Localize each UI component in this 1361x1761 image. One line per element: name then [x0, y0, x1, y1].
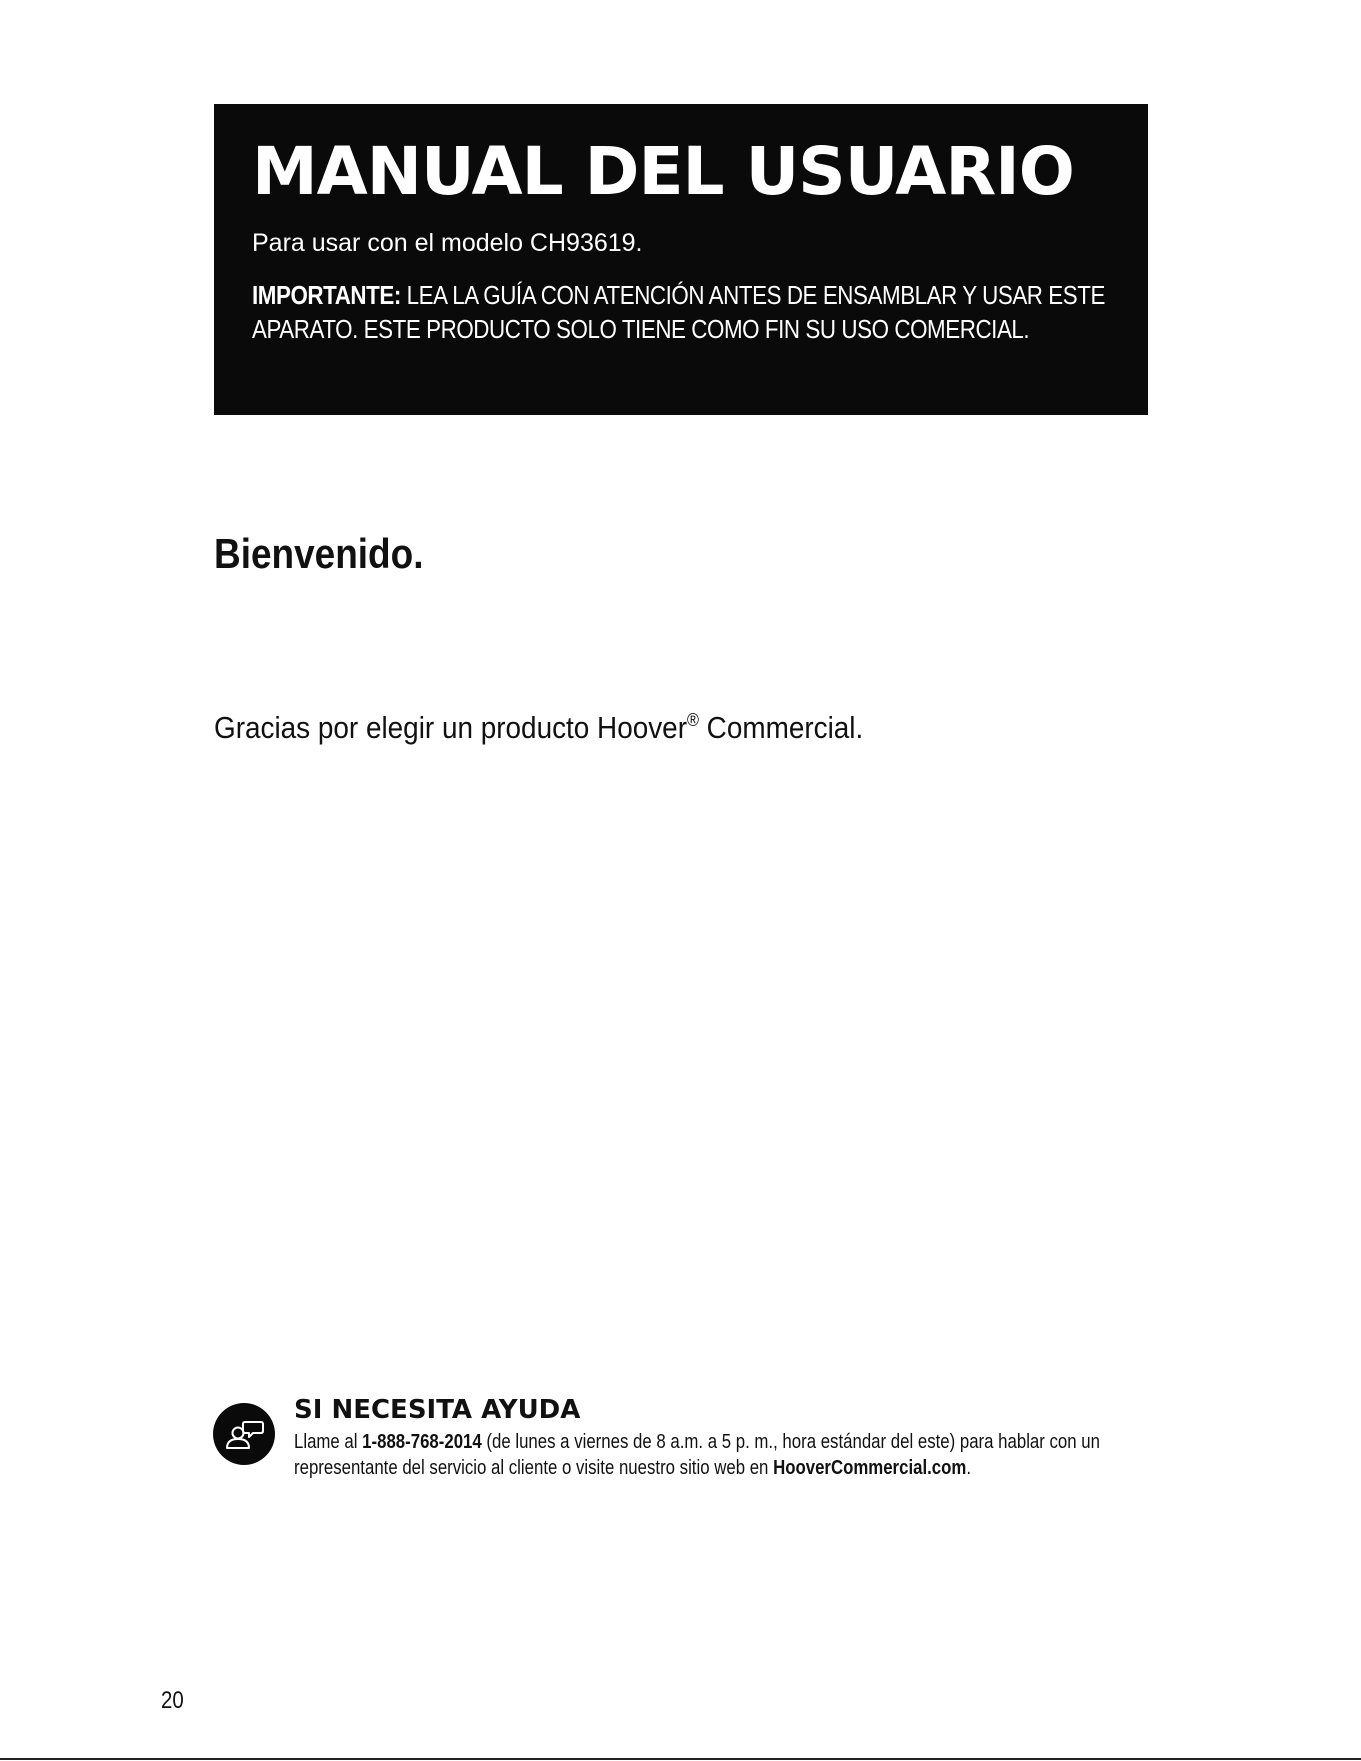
- manual-header: [214, 104, 1148, 415]
- important-notice: [252, 278, 1112, 346]
- page-number: 20: [161, 1687, 184, 1714]
- important-label: IMPORTANTE:: [252, 280, 401, 310]
- chat-people-icon: [213, 1403, 275, 1465]
- help-title: SI NECESITA AYUDA: [294, 1395, 581, 1425]
- thanks-text: Gracias por elegir un producto Hoover: [214, 710, 687, 745]
- model-line: Para usar con el modelo CH93619.: [252, 229, 643, 257]
- end-punctuation: .: [966, 1457, 972, 1479]
- welcome-heading: Bienvenido.: [214, 530, 424, 577]
- thanks-line: [214, 707, 863, 749]
- bottom-divider: [0, 1758, 1361, 1760]
- phone-number[interactable]: 1-888-768-2014: [362, 1431, 482, 1453]
- important-text: LEA LA GUÍA CON ATENCIÓN ANTES DE ENSAMBLAR Y USAR ESTE APARATO. ESTE PRODUCTO SOLO TIENE COMO FIN SU USO COMERCIAL.: [252, 280, 1105, 344]
- manual-title: MANUAL DEL USUARIO: [252, 133, 1074, 210]
- thanks-text-end: Commercial.: [698, 710, 864, 745]
- hours-text: (de lunes a viernes de 8 a.m. a 5 p. m., hora estándar del este) para hablar con un representante del servicio al cliente o visite nuestro sitio web en: [294, 1431, 1100, 1479]
- registered-mark: ®: [686, 710, 699, 730]
- help-section: [294, 1393, 1194, 1481]
- help-body: [294, 1429, 1168, 1481]
- call-prefix: Llame al: [294, 1431, 363, 1453]
- website-link[interactable]: HooverCommercial.com: [773, 1457, 967, 1479]
